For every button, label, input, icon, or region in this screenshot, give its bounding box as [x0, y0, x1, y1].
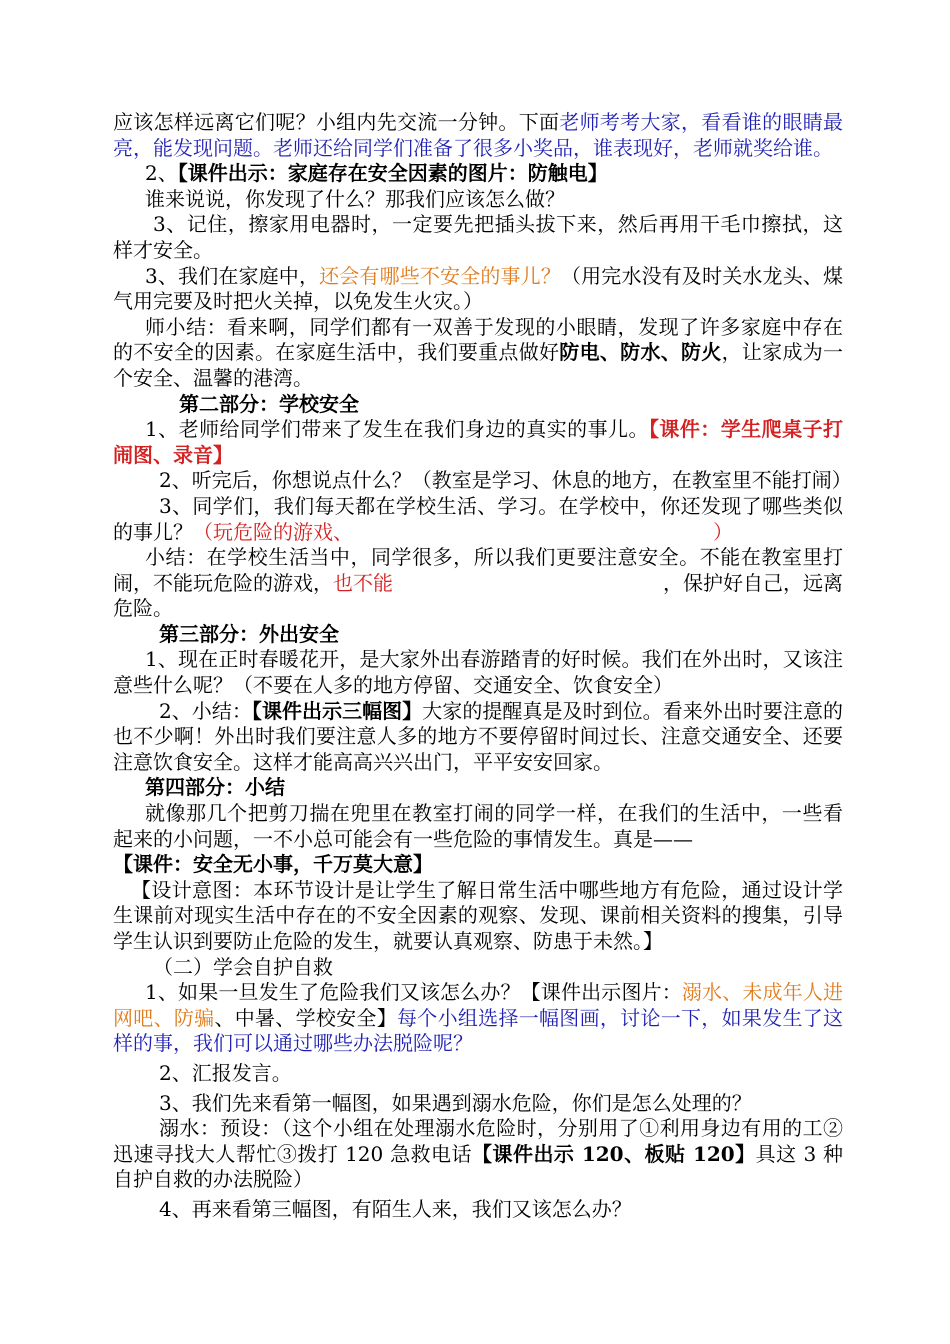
paragraph-drowning-answer: 溺水：预设：（这个小组在处理溺水危险时，分别用了①利用身边有用的工②迅速寻找大人帮忙③拨打 120 急救电话【课件出示 120、板贴 120】具这 3 种自护自救的办法脱险）: [113, 1116, 844, 1192]
paragraph-intro: 应该怎样远离它们呢？小组内先交流一分钟。下面老师考考大家，看看谁的眼睛最亮，能发现问题。老师还给同学们准备了很多小奖品，谁表现好，老师就奖给谁。: [113, 110, 844, 160]
paragraph-remember: 3、记住，擦家用电器时，一定要先把插头拔下来，然后再用干毛巾擦拭，这样才安全。: [113, 212, 843, 262]
section-heading-self-rescue: （二）学会自护自救: [153, 954, 333, 979]
highlight-blue: 老师考考大家，看看谁的眼睛最亮，能发现问题。老师还给同学们准备了很多小奖品，谁表现好，老师就奖给谁。: [113, 110, 844, 160]
paragraph-after-listening: 2、听完后，你想说点什么？（教室是学习、休息的地方，在教室里不能打闹）: [159, 468, 852, 493]
paragraph-school-story: 1、老师给同学们带来了发生在我们身边的真实的事儿。【课件：学生爬桌子打闹图、录音】: [113, 417, 843, 467]
paragraph-stranger-question: 4、再来看第三幅图，有陌生人来，我们又该怎么办？: [159, 1196, 632, 1221]
paragraph-courseware-slogan: 【课件：安全无小事，千万莫大意】: [113, 852, 433, 877]
paragraph-outing-question: 1、现在正时春暖花开，是大家外出春游踏青的好时候。我们在外出时，又该注意些什么呢？（不要在人多的地方停留、交通安全、饮食安全）: [113, 647, 843, 698]
paragraph-question: 谁来说说，你发现了什么？那我们应该怎么做？: [145, 186, 565, 211]
document-page: [113, 110, 852, 1223]
paragraph-scissors: 就像那几个把剪刀揣在兜里在教室打闹的同学一样，在我们的生活中，一些看起来的小问题，一不小总可能会有一些危险的事情发生。真是——: [113, 801, 843, 851]
paragraph-report: 2、汇报发言。: [159, 1060, 292, 1085]
paragraph-drowning-question: 3、我们先来看第一幅图，如果遇到溺水危险，你们是怎么处理的？: [159, 1090, 752, 1115]
paragraph-danger-pictures: 1、如果一旦发生了危险我们又该怎么办？【课件出示图片：溺水、未成年人进网吧、防骗、中暑、学校安全】每个小组选择一幅图画，讨论一下，如果发生了这样的事，我们可以通过哪些办法脱险呢？: [113, 980, 844, 1056]
paragraph-outing-summary: 2、小结：【课件出示三幅图】大家的提醒真是及时到位。看来外出时要注意的也不少啊！外出时我们要注意人多的地方不要停留时间过长、注意交通安全、还要注意饮食安全。这样才能高高兴兴出门，平平安安回家。: [113, 698, 844, 774]
paragraph-similar-events: 3、同学们，我们每天都在学校生活、学习。在学校中，你还发现了哪些类似的事儿？（玩危险的游戏、 ）: [113, 493, 843, 544]
section-heading-summary: 第四部分：小结: [145, 775, 285, 800]
section-heading-outing: 第三部分：外出安全: [159, 621, 339, 646]
paragraph-summary-school: 小结：在学校生活当中，同学很多，所以我们更要注意安全。不能在教室里打闹，不能玩危险的游戏，也不能 ，保护好自己，远离危险。: [113, 545, 843, 621]
paragraph-design-intent: 【设计意图：本环节设计是让学生了解日常生活中哪些地方有危险，通过设计学生课前对现实生活中存在的不安全因素的观察、发现、课前相关资料的搜集，引导学生认识到要防止危险的发生，就要认真观察、防患于未然。】: [113, 877, 843, 953]
paragraph-courseware-electric: 2、【课件出示：家庭存在安全因素的图片：防触电】: [145, 161, 608, 186]
paragraph-home-unsafe: 3、我们在家庭中，还会有哪些不安全的事儿？（用完水没有及时关水龙头、煤气用完要及时把火关掉，以免发生火灾。）: [113, 263, 843, 314]
section-heading-school: 第二部分：学校安全: [179, 391, 359, 416]
paragraph-summary-home: 师小结：看来啊，同学们都有一双善于发现的小眼睛，发现了许多家庭中存在的不安全的因素。在家庭生活中，我们要重点做好防电、防水、防火，让家成为一个安全、温馨的港湾。: [113, 314, 844, 390]
